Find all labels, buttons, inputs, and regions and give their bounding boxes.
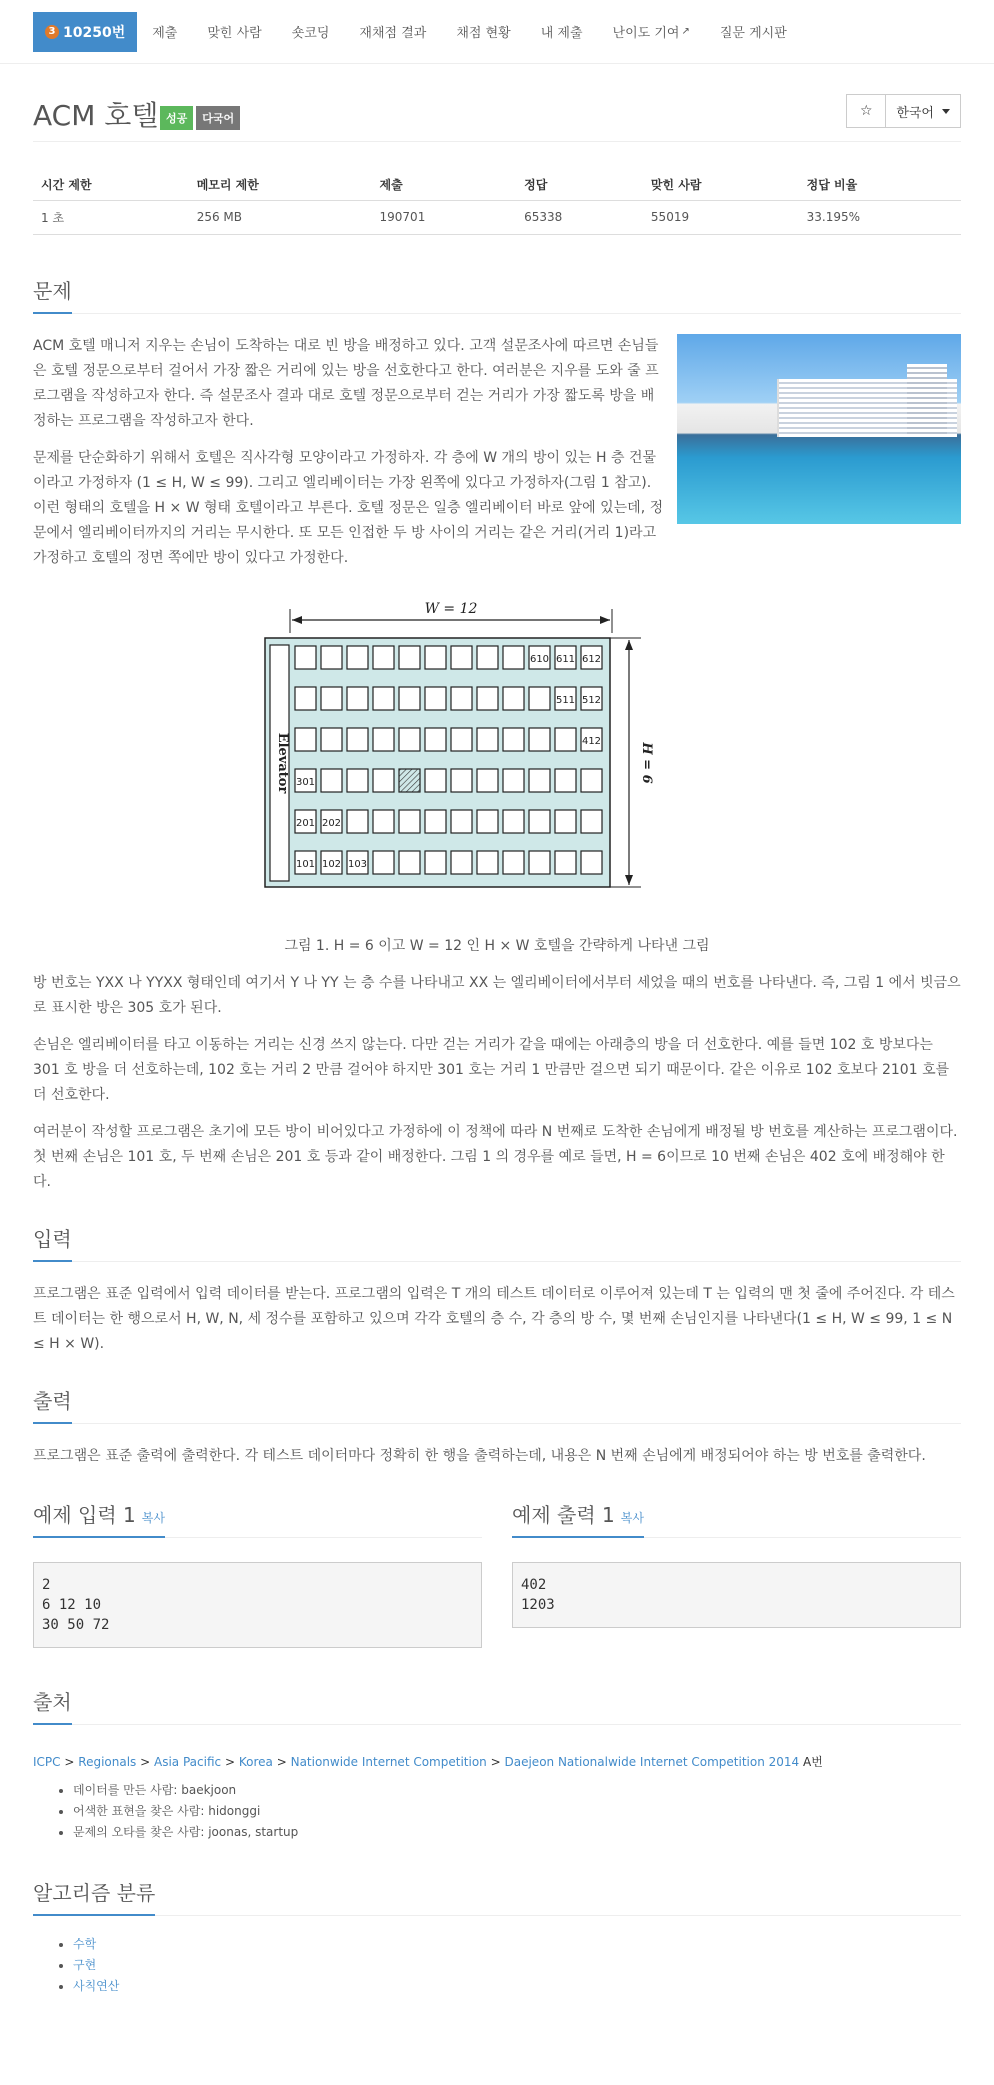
problem-paragraph: 방 번호는 YXX 나 YYXX 형태인데 여기서 Y 나 YY 는 층 수를 나타내고 XX 는 엘리베이터에서부터 세었을 때의 번호를 나타낸다. 즉, 그림 1 에서 빗금으로 표시한 방은 305 호가 된다. xyxy=(33,974,961,1016)
problem-header xyxy=(33,64,961,142)
sample-output-heading-bar xyxy=(512,1499,961,1538)
room-cell xyxy=(477,728,498,751)
room-cell xyxy=(477,687,498,710)
nav-difficulty-label: 난이도 기여 xyxy=(612,26,680,41)
breadcrumb-separator: > xyxy=(224,1754,236,1769)
room-cell xyxy=(295,728,316,751)
problem-body xyxy=(33,334,961,1195)
submissions-value: 190701 xyxy=(372,200,517,234)
room-cell xyxy=(373,769,394,792)
sample-output-heading xyxy=(512,1499,644,1538)
algorithm-tag-link[interactable]: 수학 xyxy=(73,1936,97,1951)
room-cell xyxy=(399,646,420,669)
info-header-row xyxy=(33,170,961,200)
hotel-figure xyxy=(33,593,961,955)
room-cell xyxy=(451,851,472,874)
source-credits xyxy=(73,1780,961,1843)
problem-title: ACM 호텔 xyxy=(33,99,159,132)
room-cell xyxy=(399,687,420,710)
room-cell xyxy=(321,728,342,751)
nav-my-submissions[interactable]: 내 제출 xyxy=(540,26,583,41)
credit-item: • 어색한 표현을 찾은 사람: hidonggi xyxy=(73,1801,961,1822)
room-cell xyxy=(425,810,446,833)
room-cell xyxy=(451,728,472,751)
external-link-icon: ↗ xyxy=(681,26,690,37)
room-cell xyxy=(451,769,472,792)
time-limit-value: 1 초 xyxy=(33,200,189,234)
room-cell xyxy=(503,769,524,792)
room-cell xyxy=(555,810,576,833)
info-header-cell: 시간 제한 xyxy=(33,170,189,200)
input-heading: 입력 xyxy=(33,1223,72,1262)
elevator-label: Elevator xyxy=(275,732,290,793)
source-heading: 출처 xyxy=(33,1686,72,1725)
algorithm-tag-link[interactable]: 구현 xyxy=(73,1957,97,1972)
algorithm-heading: 알고리즘 분류 xyxy=(33,1877,155,1916)
room-number-label: 611 xyxy=(555,653,576,665)
room-cell xyxy=(425,769,446,792)
room-number-label: 412 xyxy=(581,735,602,747)
figure-caption: 그림 1. H = 6 이고 W = 12 인 H × W 호텔을 간략하게 나타낸 그림 xyxy=(284,937,710,954)
breadcrumb-separator: > xyxy=(490,1754,501,1769)
room-cell xyxy=(503,646,524,669)
source-link-daejeon-2014[interactable]: Daejeon Nationalwide Internet Competition 2014 xyxy=(504,1754,800,1769)
samples-row xyxy=(33,1499,961,1648)
language-label: 한국어 xyxy=(896,105,934,121)
source-link-regionals[interactable]: Regionals xyxy=(78,1754,137,1769)
info-value-row xyxy=(33,200,961,234)
info-header-cell: 제출 xyxy=(372,170,517,200)
room-cell xyxy=(373,646,394,669)
sample-input-heading xyxy=(33,1499,165,1538)
room-cell xyxy=(425,728,446,751)
room-cell xyxy=(425,687,446,710)
room-cell xyxy=(529,728,550,751)
nav-solvers[interactable]: 맞힌 사람 xyxy=(207,26,262,41)
room-number-label: 102 xyxy=(321,858,342,870)
accept-rate-value: 33.195% xyxy=(799,200,961,234)
memory-limit-value: 256 MB xyxy=(189,200,372,234)
room-cell xyxy=(295,687,316,710)
problem-paragraph: 문제를 단순화하기 위해서 호텔은 직사각형 모양이라고 가정하자. 각 층에 W 개의 방이 있는 H 층 건물이라고 가정하자 (1 ≤ H, W ≤ 99). 그리고 엘리베이터는 가장 왼쪽에 있다고 가정하자(그림 1 참고). 이런 형태의 호텔을 H × W 형태 호텔이라고 부른다. 호텔 정문은 일층 엘리베이터 바로 앞에 있는데, 정문에서 엘리베이터까지의 거리는 무시한다. 또 모든 인접한 두 방 사이의 거리는 같은 거리(거리 1)라고 가정하고 호텔의 정면 쪽에만 방이 있다고 가정한다. xyxy=(33,449,664,566)
room-cell xyxy=(581,769,602,792)
problem-number-tab[interactable] xyxy=(33,12,137,52)
room-cell xyxy=(347,646,368,669)
width-label: W = 12 xyxy=(424,600,478,617)
source-link-icpc[interactable]: ICPC xyxy=(33,1754,61,1769)
room-cell xyxy=(451,646,472,669)
sample-output-title: 예제 출력 1 xyxy=(512,1502,615,1527)
hotel-tower-shape xyxy=(907,364,947,436)
output-heading-bar xyxy=(33,1385,961,1424)
sample-input-heading-bar xyxy=(33,1499,482,1538)
room-cell xyxy=(529,810,550,833)
room-number-label: 101 xyxy=(295,858,316,870)
room-cell xyxy=(503,810,524,833)
room-number-label: 301 xyxy=(295,776,316,788)
tier-icon: 3 xyxy=(45,25,59,39)
problem-section xyxy=(33,275,961,1195)
caret-down-icon xyxy=(942,109,950,114)
source-link-asia-pacific[interactable]: Asia Pacific xyxy=(154,1754,222,1769)
nav-question-board[interactable]: 질문 게시판 xyxy=(719,26,787,41)
room-cell xyxy=(321,646,342,669)
room-number-label: 202 xyxy=(321,817,342,829)
solvers-value: 55019 xyxy=(643,200,799,234)
accepted-value: 65338 xyxy=(516,200,643,234)
room-number-label: 512 xyxy=(581,694,602,706)
room-cell xyxy=(399,728,420,751)
algorithm-tag[interactable] xyxy=(73,1955,961,1976)
algorithm-tags xyxy=(73,1934,961,1997)
star-icon: ☆ xyxy=(860,103,873,119)
room-cell xyxy=(347,810,368,833)
credit-item: • 데이터를 만든 사람: baekjoon xyxy=(73,1780,961,1801)
problem-paragraph: 여러분이 작성할 프로그램은 초기에 모든 방이 비어있다고 가정하에 이 정책에 따라 N 번째로 도착한 손님에게 배정될 방 번호를 계산하는 프로그램이다. 첫 번째 손님은 101 호, 두 번째 손님은 201 호 등과 같이 배정한다. 그림 1 의 경우를 예로 들면, H = 6이므로 10 번째 손님은 402 호에 배정해야 한다. xyxy=(33,1123,958,1190)
room-number-label: 201 xyxy=(295,817,316,829)
room-cell xyxy=(529,851,550,874)
source-problem-letter: A번 xyxy=(803,1754,823,1769)
room-cell xyxy=(399,851,420,874)
problem-badges xyxy=(160,106,240,130)
output-description: 프로그램은 표준 출력에 출력한다. 각 테스트 데이터마다 정확히 한 행을 출력하는데, 내용은 N 번째 손님에게 배정되어야 하는 방 번호를 출력한다. xyxy=(33,1447,926,1464)
room-cell xyxy=(503,851,524,874)
room-cell xyxy=(451,687,472,710)
room-cell xyxy=(295,646,316,669)
room-cell xyxy=(581,810,602,833)
input-section xyxy=(33,1223,961,1357)
problem-info xyxy=(33,170,961,235)
info-header-cell: 메모리 제한 xyxy=(189,170,372,200)
room-cell xyxy=(347,728,368,751)
sample-input-data[interactable]: 2 6 12 10 30 50 72 xyxy=(33,1562,482,1648)
header-buttons xyxy=(846,94,961,128)
room-cell xyxy=(555,769,576,792)
problem-paragraph: ACM 호텔 매니저 지우는 손님이 도착하는 대로 빈 방을 배정하고 있다. 고객 설문조사에 따르면 손님들은 호텔 정문으로부터 걸어서 가장 짧은 거리에 있는 방을 선호한다고 한다. 여러분은 지우를 도와 줄 프로그램을 작성하고자 한다. 즉 설문조사 결과 대로 호텔 정문으로부터 걷는 거리가 가장 짧도록 방을 배정하는 프로그램을 작성하고자 한다. xyxy=(33,337,659,429)
nav-submit[interactable]: 제출 xyxy=(152,26,178,41)
input-heading-bar xyxy=(33,1223,961,1262)
room-cell xyxy=(373,728,394,751)
algorithm-tag-link[interactable]: 사칙연산 xyxy=(73,1978,120,1993)
breadcrumb-separator: > xyxy=(276,1754,287,1769)
room-cell xyxy=(347,687,368,710)
room-cell xyxy=(425,646,446,669)
room-cell xyxy=(555,851,576,874)
room-cell xyxy=(347,769,368,792)
room-cell xyxy=(477,646,498,669)
room-cell xyxy=(529,769,550,792)
nav-rejudge-results[interactable]: 재채점 결과 xyxy=(359,26,427,41)
info-header-cell: 정답 xyxy=(516,170,643,200)
room-cell xyxy=(555,728,576,751)
multilang-badge: 다국어 xyxy=(196,106,240,130)
nav-short-coding[interactable]: 숏코딩 xyxy=(291,26,330,41)
info-header-cell: 정답 비율 xyxy=(799,170,961,200)
sample-input-block xyxy=(33,1499,482,1648)
height-label: H = 6 xyxy=(639,741,654,784)
algorithm-heading-bar xyxy=(33,1877,961,1916)
breadcrumb-separator: > xyxy=(140,1754,151,1769)
input-description: 프로그램은 표준 입력에서 입력 데이터를 받는다. 프로그램의 입력은 T 개의 테스트 데이터로 이루어져 있는데 T 는 입력의 맨 첫 줄에 주어진다. 각 테스트 데이터는 한 행으로서 H, W, N, 세 정수를 포함하고 있으며 각각 호텔의 층 수, 각 층의 방 수, 몇 번째 손님인지를 나타낸다(1 ≤ H, W ≤ 99, 1 ≤ N ≤ H × W). xyxy=(33,1285,955,1352)
favorite-star-button[interactable] xyxy=(846,94,886,128)
algorithm-section xyxy=(33,1877,961,2009)
output-heading: 출력 xyxy=(33,1385,72,1424)
hotel-photo xyxy=(677,334,961,524)
room-cell xyxy=(451,810,472,833)
room-cell xyxy=(321,687,342,710)
algorithm-tag[interactable] xyxy=(73,1976,961,1997)
problem-heading: 문제 xyxy=(33,275,72,314)
room-cell xyxy=(477,851,498,874)
info-header-cell: 맞힌 사람 xyxy=(643,170,799,200)
sample-output-data[interactable]: 402 1203 xyxy=(512,1562,961,1628)
room-number-label: 103 xyxy=(347,858,368,870)
room-cell xyxy=(581,851,602,874)
room-cell xyxy=(529,687,550,710)
room-cell xyxy=(477,810,498,833)
room-cell xyxy=(503,728,524,751)
building-outline xyxy=(265,638,610,887)
source-section xyxy=(33,1686,961,1843)
source-breadcrumb xyxy=(33,1753,961,1770)
room-number-label: 612 xyxy=(581,653,602,665)
source-link-korea[interactable]: Korea xyxy=(238,1754,273,1769)
breadcrumb-separator: > xyxy=(64,1754,75,1769)
copy-output-link[interactable]: 복사 xyxy=(620,1510,644,1525)
room-number-label: 610 xyxy=(529,653,550,665)
problem-heading-bar xyxy=(33,275,961,314)
output-section xyxy=(33,1385,961,1469)
source-heading-bar xyxy=(33,1686,961,1725)
room-cell xyxy=(373,851,394,874)
room-cell xyxy=(477,769,498,792)
room-number-label: 511 xyxy=(555,694,576,706)
problem-info-table xyxy=(33,170,961,235)
copy-input-link[interactable]: 복사 xyxy=(141,1510,165,1525)
hotel-diagram xyxy=(237,593,757,913)
success-badge: 성공 xyxy=(160,106,193,130)
language-dropdown[interactable] xyxy=(886,94,961,128)
sample-input-title: 예제 입력 1 xyxy=(33,1502,136,1527)
problem-menu xyxy=(0,0,994,64)
problem-paragraph: 손님은 엘리베이터를 타고 이동하는 거리는 신경 쓰지 않는다. 다만 걷는 거리가 같을 때에는 아래층의 방을 더 선호한다. 예를 들면 102 호 방보다는 301 호 방을 더 선호하는데, 102 호는 거리 2 만큼 걸어야 하지만 301 호는 거리 1 만큼만 걸으면 되기 때문이다. 같은 이유로 102 호보다 2101 호를 더 선호한다. xyxy=(33,1036,950,1103)
nav-status[interactable]: 채점 현황 xyxy=(456,26,511,41)
room-cell xyxy=(373,810,394,833)
room-cell xyxy=(321,769,342,792)
room-cell xyxy=(373,687,394,710)
room-cell xyxy=(503,687,524,710)
room-cell xyxy=(425,851,446,874)
source-link-nationwide[interactable]: Nationwide Internet Competition xyxy=(290,1754,487,1769)
hatched-room xyxy=(399,769,420,792)
algorithm-tag[interactable] xyxy=(73,1934,961,1955)
credit-item: • 문제의 오타를 찾은 사람: joonas, startup xyxy=(73,1822,961,1843)
room-cell xyxy=(399,810,420,833)
nav-difficulty-contribution[interactable] xyxy=(598,12,705,52)
problem-number-label: 10250번 xyxy=(63,24,126,41)
sample-output-block xyxy=(512,1499,961,1648)
